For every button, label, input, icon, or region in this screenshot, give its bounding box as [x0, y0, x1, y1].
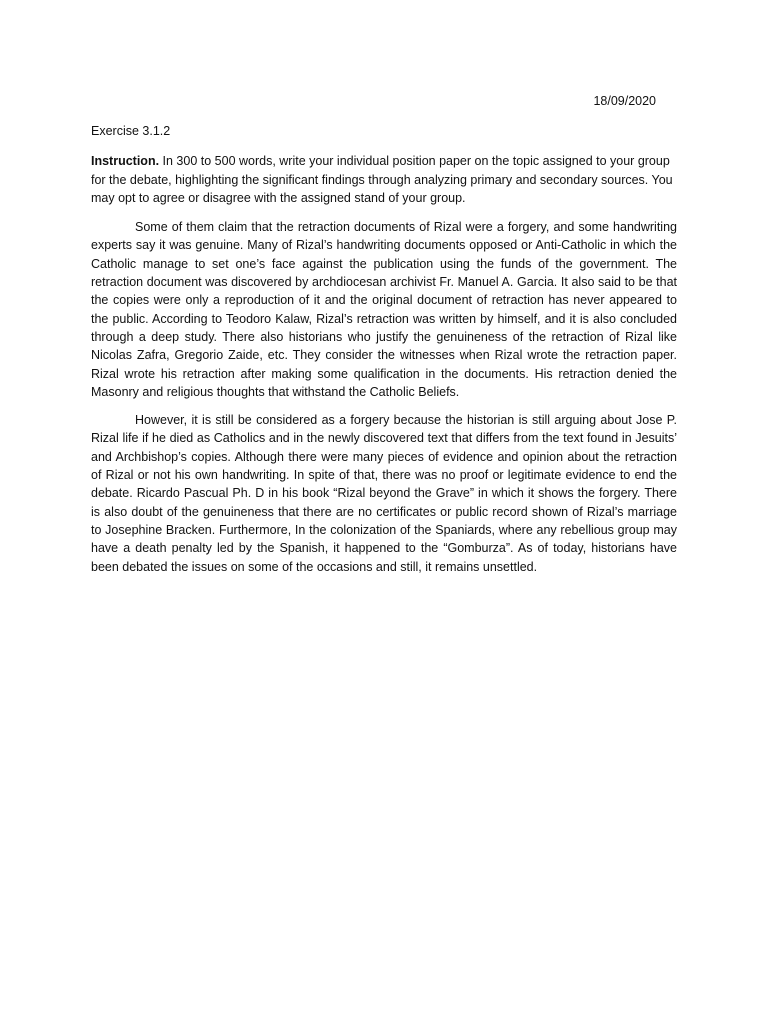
instruction-label: Instruction. — [91, 154, 160, 169]
body-paragraph: However, it is still be considered as a forgery because the historian is still arguing about Jose P. Rizal life if he died as Catholics and in the newly discovered text that differs from the text found in Jesuits’ and Archbishop’s copies. Although there were many pieces of evidence and opinion about the retraction of Rizal or not his own handwriting. In spite of that, there was no proof or legitimate evidence to end the debate. Ricardo Pascual Ph. D in his book “Rizal beyond the Grave” in which it shows the forgery. There is also doubt of the genuineness that there are no certificates or public record shown of Rizal’s marriage to Josephine Bracken. Furthermore, In the colonization of the Spaniards, where any rebellious group may have a death penalty led by the Spanish, it happened to the “Gomburza”. As of today, historians have been debated the issues on some of the occasions and still, it remains unsettled. — [91, 413, 677, 574]
body-paragraph: Some of them claim that the retraction documents of Rizal were a forgery, and some handwriting experts say it was genuine. Many of Rizal’s handwriting documents opposed or Anti-Catholic in which the Catholic manage to set one’s face against the publication using the funds of the government. The retraction document was discovered by archdiocesan archivist Fr. Manuel A. Garcia. It also said to be that the copies were only a reproduction of it and the original document of retraction has never appeared to the public. According to Teodoro Kalaw, Rizal’s retraction was written by himself, and it is also concluded through a deep study. There also historians who justify the genuineness of the retraction of Rizal like Nicolas Zafra, Gregorio Zaide, etc. They consider the witnesses when Rizal wrote the retraction paper. Rizal wrote his retraction after making some qualification in the documents. His retraction denied the Masonry and religious thoughts that withstand the Catholic Beliefs. — [91, 220, 677, 399]
instruction-paragraph — [91, 152, 677, 207]
document-body — [91, 122, 677, 586]
exercise-title: Exercise 3.1.2 — [91, 124, 171, 138]
instruction-text: In 300 to 500 words, write your individual position paper on the topic assigned to your group for the debate, highlighting the significant findings through analyzing primary and secondary sources. You may opt to agree or disagree with the assigned stand of your group. — [91, 154, 673, 205]
document-date: 18/09/2020 — [593, 94, 656, 108]
